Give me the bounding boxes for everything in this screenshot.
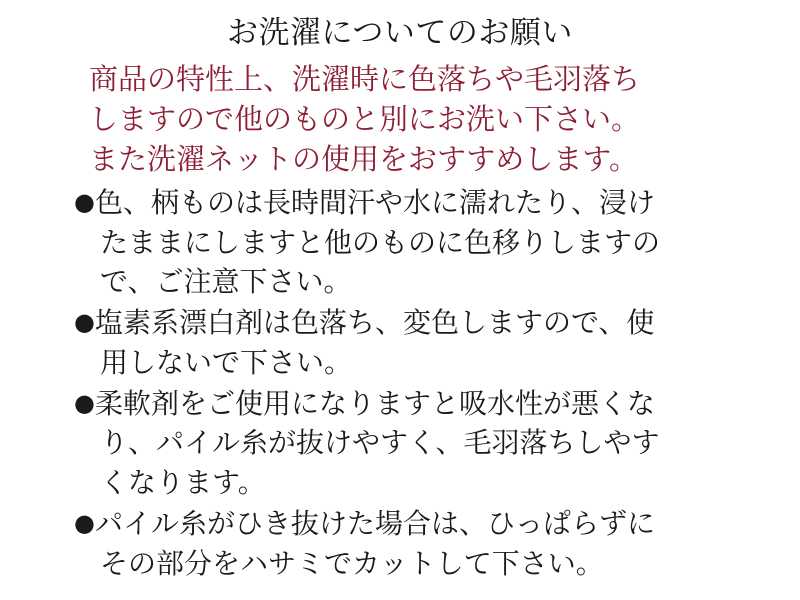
care-bullet-list	[22, 183, 778, 584]
notice-line: また洗濯ネットの使用をおすすめします。	[89, 141, 638, 176]
bullet-text: で、ご注意下さい。	[100, 265, 352, 299]
list-item	[22, 183, 778, 302]
bullet-dot-icon: ●	[74, 187, 95, 216]
notice-line: しますので他のものと別にお洗い下さい。	[89, 101, 641, 136]
list-item	[22, 384, 778, 503]
bullet-first-line	[74, 504, 778, 544]
bullet-text: 柔軟剤をご使用になりますと吸水性が悪くな	[94, 386, 655, 420]
list-item	[22, 504, 778, 584]
bullet-text: 色、柄ものは長時間汗や水に濡れたり、浸け	[94, 185, 655, 219]
bullet-text: り、パイル糸が抜けやすく、毛羽落ちしやす	[100, 426, 660, 460]
notice-paragraph	[22, 59, 778, 179]
notice-line: 商品の特性上、洗濯時に色落ちや毛羽落ち	[89, 61, 641, 96]
bullet-text: パイル糸がひき抜けた場合は、ひっぱらずに	[94, 506, 655, 540]
bullet-text: たままにしますと他のものに色移りしますの	[100, 225, 661, 259]
bullet-dot-icon: ●	[74, 308, 95, 337]
bullet-first-line	[74, 303, 778, 343]
bullet-dot-icon: ●	[74, 388, 95, 417]
page-title: お洗濯についてのお願い	[227, 15, 573, 51]
bullet-first-line	[74, 384, 778, 424]
bullet-text: 用しないで下さい。	[100, 345, 353, 379]
bullet-first-line	[74, 183, 778, 223]
bullet-dot-icon: ●	[74, 508, 95, 537]
bullet-text: 塩素系漂白剤は色落ち、変色しますので、使	[94, 306, 655, 340]
bullet-text: その部分をハサミでカットして下さい。	[100, 546, 604, 580]
bullet-text: くなります。	[100, 466, 266, 500]
list-item	[22, 303, 778, 383]
